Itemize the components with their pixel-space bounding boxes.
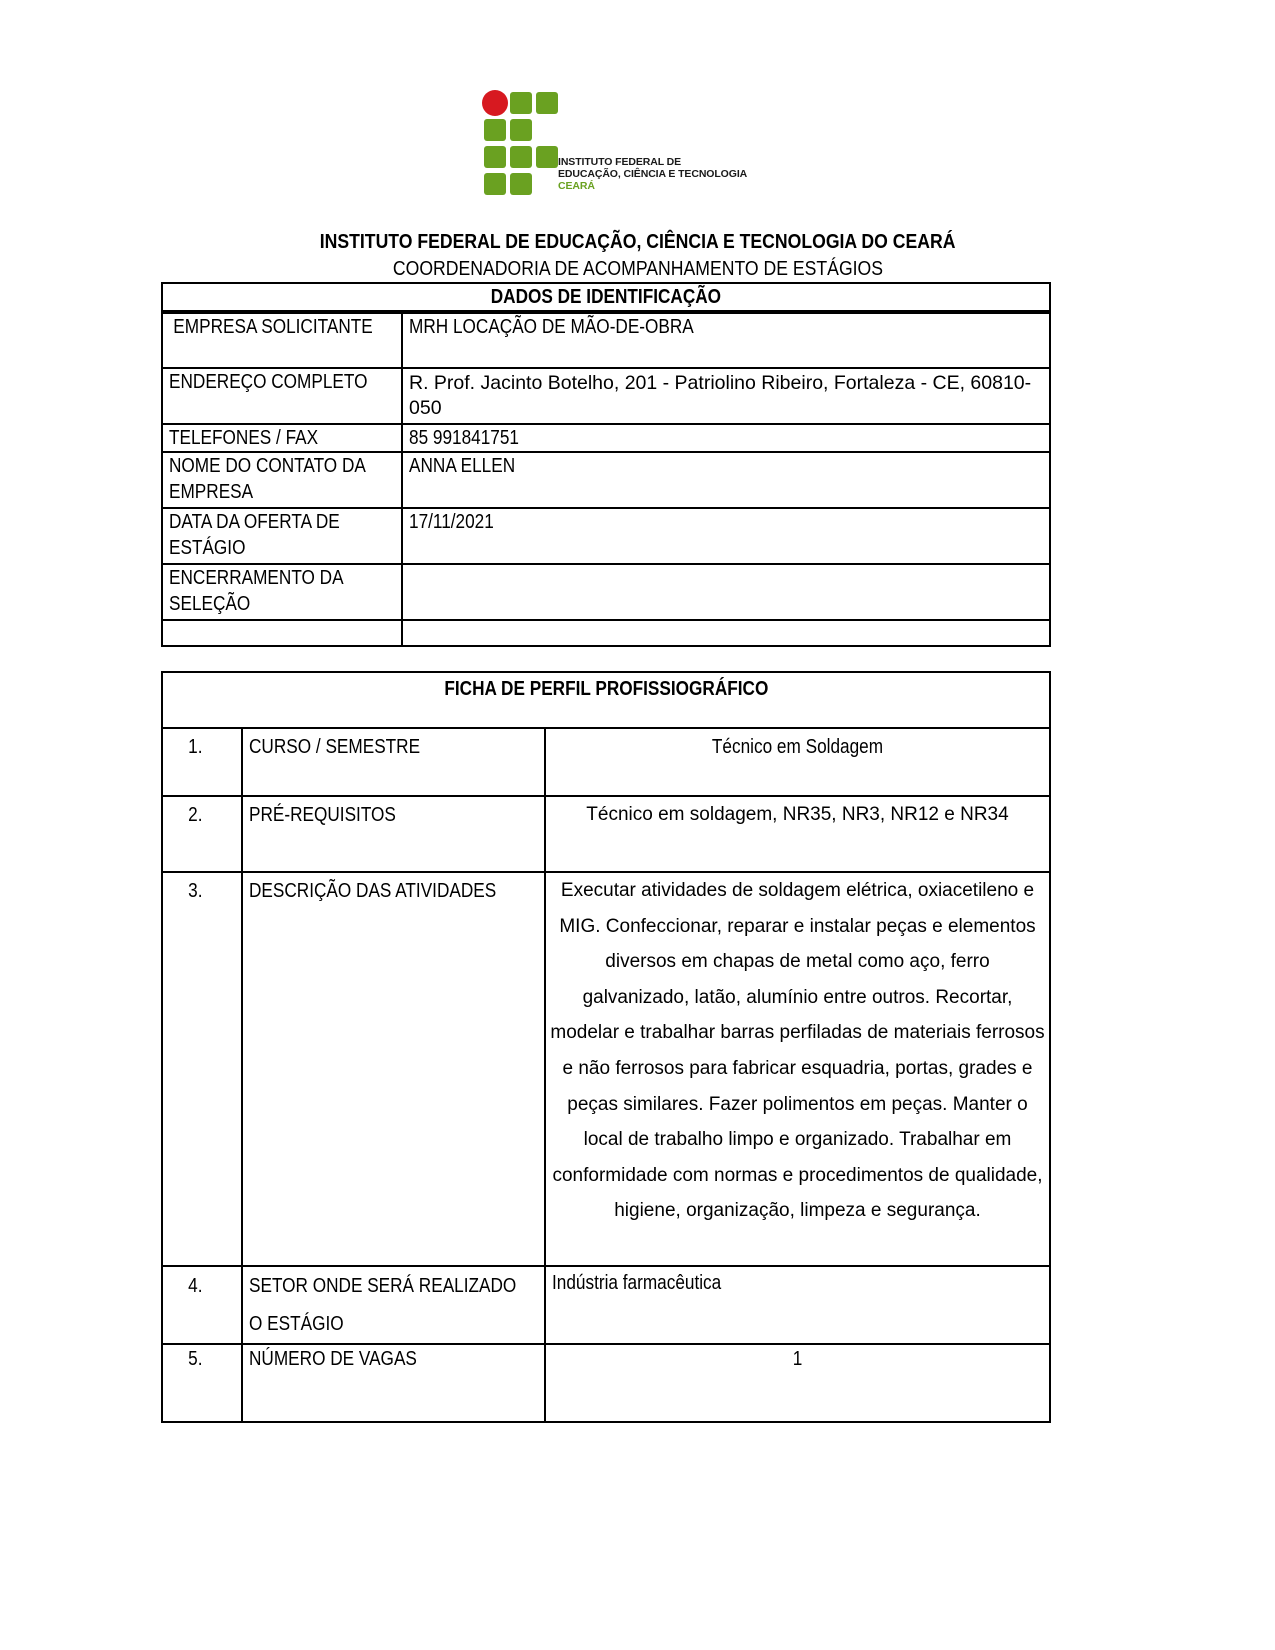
- identification-table: [161, 282, 1051, 647]
- course-value: Técnico em Soldagem: [545, 728, 1050, 796]
- table-row: [162, 1266, 1050, 1344]
- logo-square: [510, 173, 532, 195]
- contact-value: ANNA ELLEN: [402, 452, 1050, 508]
- table-row: [162, 508, 1050, 564]
- institution-title: INSTITUTO FEDERAL DE EDUCAÇÃO, CIÊNCIA E TECNOLOGIA DO CEARÁ: [319, 230, 956, 253]
- company-label: EMPRESA SOLICITANTE: [162, 312, 402, 368]
- logo-square: [536, 92, 558, 114]
- table-row: [162, 1344, 1050, 1422]
- selection-end-value: [402, 564, 1050, 620]
- activities-label: DESCRIÇÃO DAS ATIVIDADES: [242, 872, 545, 1266]
- table-row: [162, 368, 1050, 424]
- table-row-empty: [162, 620, 1050, 646]
- profile-title: FICHA DE PERFIL PROFISSIOGRÁFICO: [162, 672, 1050, 728]
- vacancies-label: NÚMERO DE VAGAS: [242, 1344, 545, 1422]
- row-number: 2.: [162, 796, 242, 872]
- table-row: [162, 872, 1050, 1266]
- logo-square: [536, 146, 558, 168]
- row-number: 3.: [162, 872, 242, 1266]
- empty-value: [402, 620, 1050, 646]
- offer-date-value: 17/11/2021: [402, 508, 1050, 564]
- row-number: 1.: [162, 728, 242, 796]
- course-label: CURSO / SEMESTRE: [242, 728, 545, 796]
- logo-line-2: EDUCAÇÃO, CIÊNCIA E TECNOLOGIA: [558, 168, 748, 180]
- activities-description: Executar atividades de soldagem elétrica, oxiacetileno e MIG. Confeccionar, reparar e instalar peças e elementos diversos em chapas de metal como aço, ferro galvanizado, latão, alumínio entre outros. Recortar, modelar e trabalhar barras perfiladas de materiais ferrosos e não ferrosos para fabricar esquadria, portas, grades e peças similares. Fazer polimentos em peças. Manter o local de trabalho limpo e organizado. Trabalhar em conformidade com normas e procedimentos de qualidade, higiene, organização, limpeza e segurança.: [545, 872, 1050, 1266]
- identification-header-row: [162, 283, 1050, 312]
- table-row: [162, 728, 1050, 796]
- row-number: 5.: [162, 1344, 242, 1422]
- table-row: [162, 312, 1050, 368]
- profile-header-row: [162, 672, 1050, 728]
- sector-label: SETOR ONDE SERÁ REALIZADO O ESTÁGIO: [242, 1266, 545, 1344]
- phone-value: 85 991841751: [402, 424, 1050, 452]
- vacancies-value: 1: [545, 1344, 1050, 1422]
- ifce-logo: [484, 92, 748, 202]
- empty-label: [162, 620, 402, 646]
- table-row: [162, 424, 1050, 452]
- table-row: [162, 796, 1050, 872]
- logo-text: [558, 156, 747, 192]
- sector-value: Indústria farmacêutica: [545, 1266, 1050, 1344]
- logo-square: [510, 92, 532, 114]
- prerequisites-value: Técnico em soldagem, NR35, NR3, NR12 e NR34: [545, 796, 1050, 872]
- phone-label: TELEFONES / FAX: [162, 424, 402, 452]
- contact-label: NOME DO CONTATO DA EMPRESA: [162, 452, 402, 508]
- selection-end-label: ENCERRAMENTO DA SELEÇÃO: [162, 564, 402, 620]
- logo-red-circle: [482, 90, 508, 116]
- table-row: [162, 452, 1050, 508]
- logo-line-3: CEARÁ: [558, 180, 595, 192]
- logo-line-1: INSTITUTO FEDERAL DE: [558, 156, 682, 168]
- address-value: R. Prof. Jacinto Botelho, 201 - Patriolino Ribeiro, Fortaleza - CE, 60810-050: [402, 368, 1050, 424]
- row-number: 4.: [162, 1266, 242, 1344]
- logo-square: [484, 119, 506, 141]
- identification-title: DADOS DE IDENTIFICAÇÃO: [162, 283, 1050, 312]
- department-subtitle: COORDENADORIA DE ACOMPANHAMENTO DE ESTÁGIOS: [392, 257, 883, 280]
- logo-square: [484, 146, 506, 168]
- offer-date-label: DATA DA OFERTA DE ESTÁGIO: [162, 508, 402, 564]
- prerequisites-label: PRÉ-REQUISITOS: [242, 796, 545, 872]
- logo-square: [484, 173, 506, 195]
- address-label: ENDEREÇO COMPLETO: [162, 368, 402, 424]
- company-value: MRH LOCAÇÃO DE MÃO-DE-OBRA: [402, 312, 1050, 368]
- profile-table: [161, 671, 1051, 1423]
- table-row: [162, 564, 1050, 620]
- logo-square: [510, 146, 532, 168]
- logo-square: [510, 119, 532, 141]
